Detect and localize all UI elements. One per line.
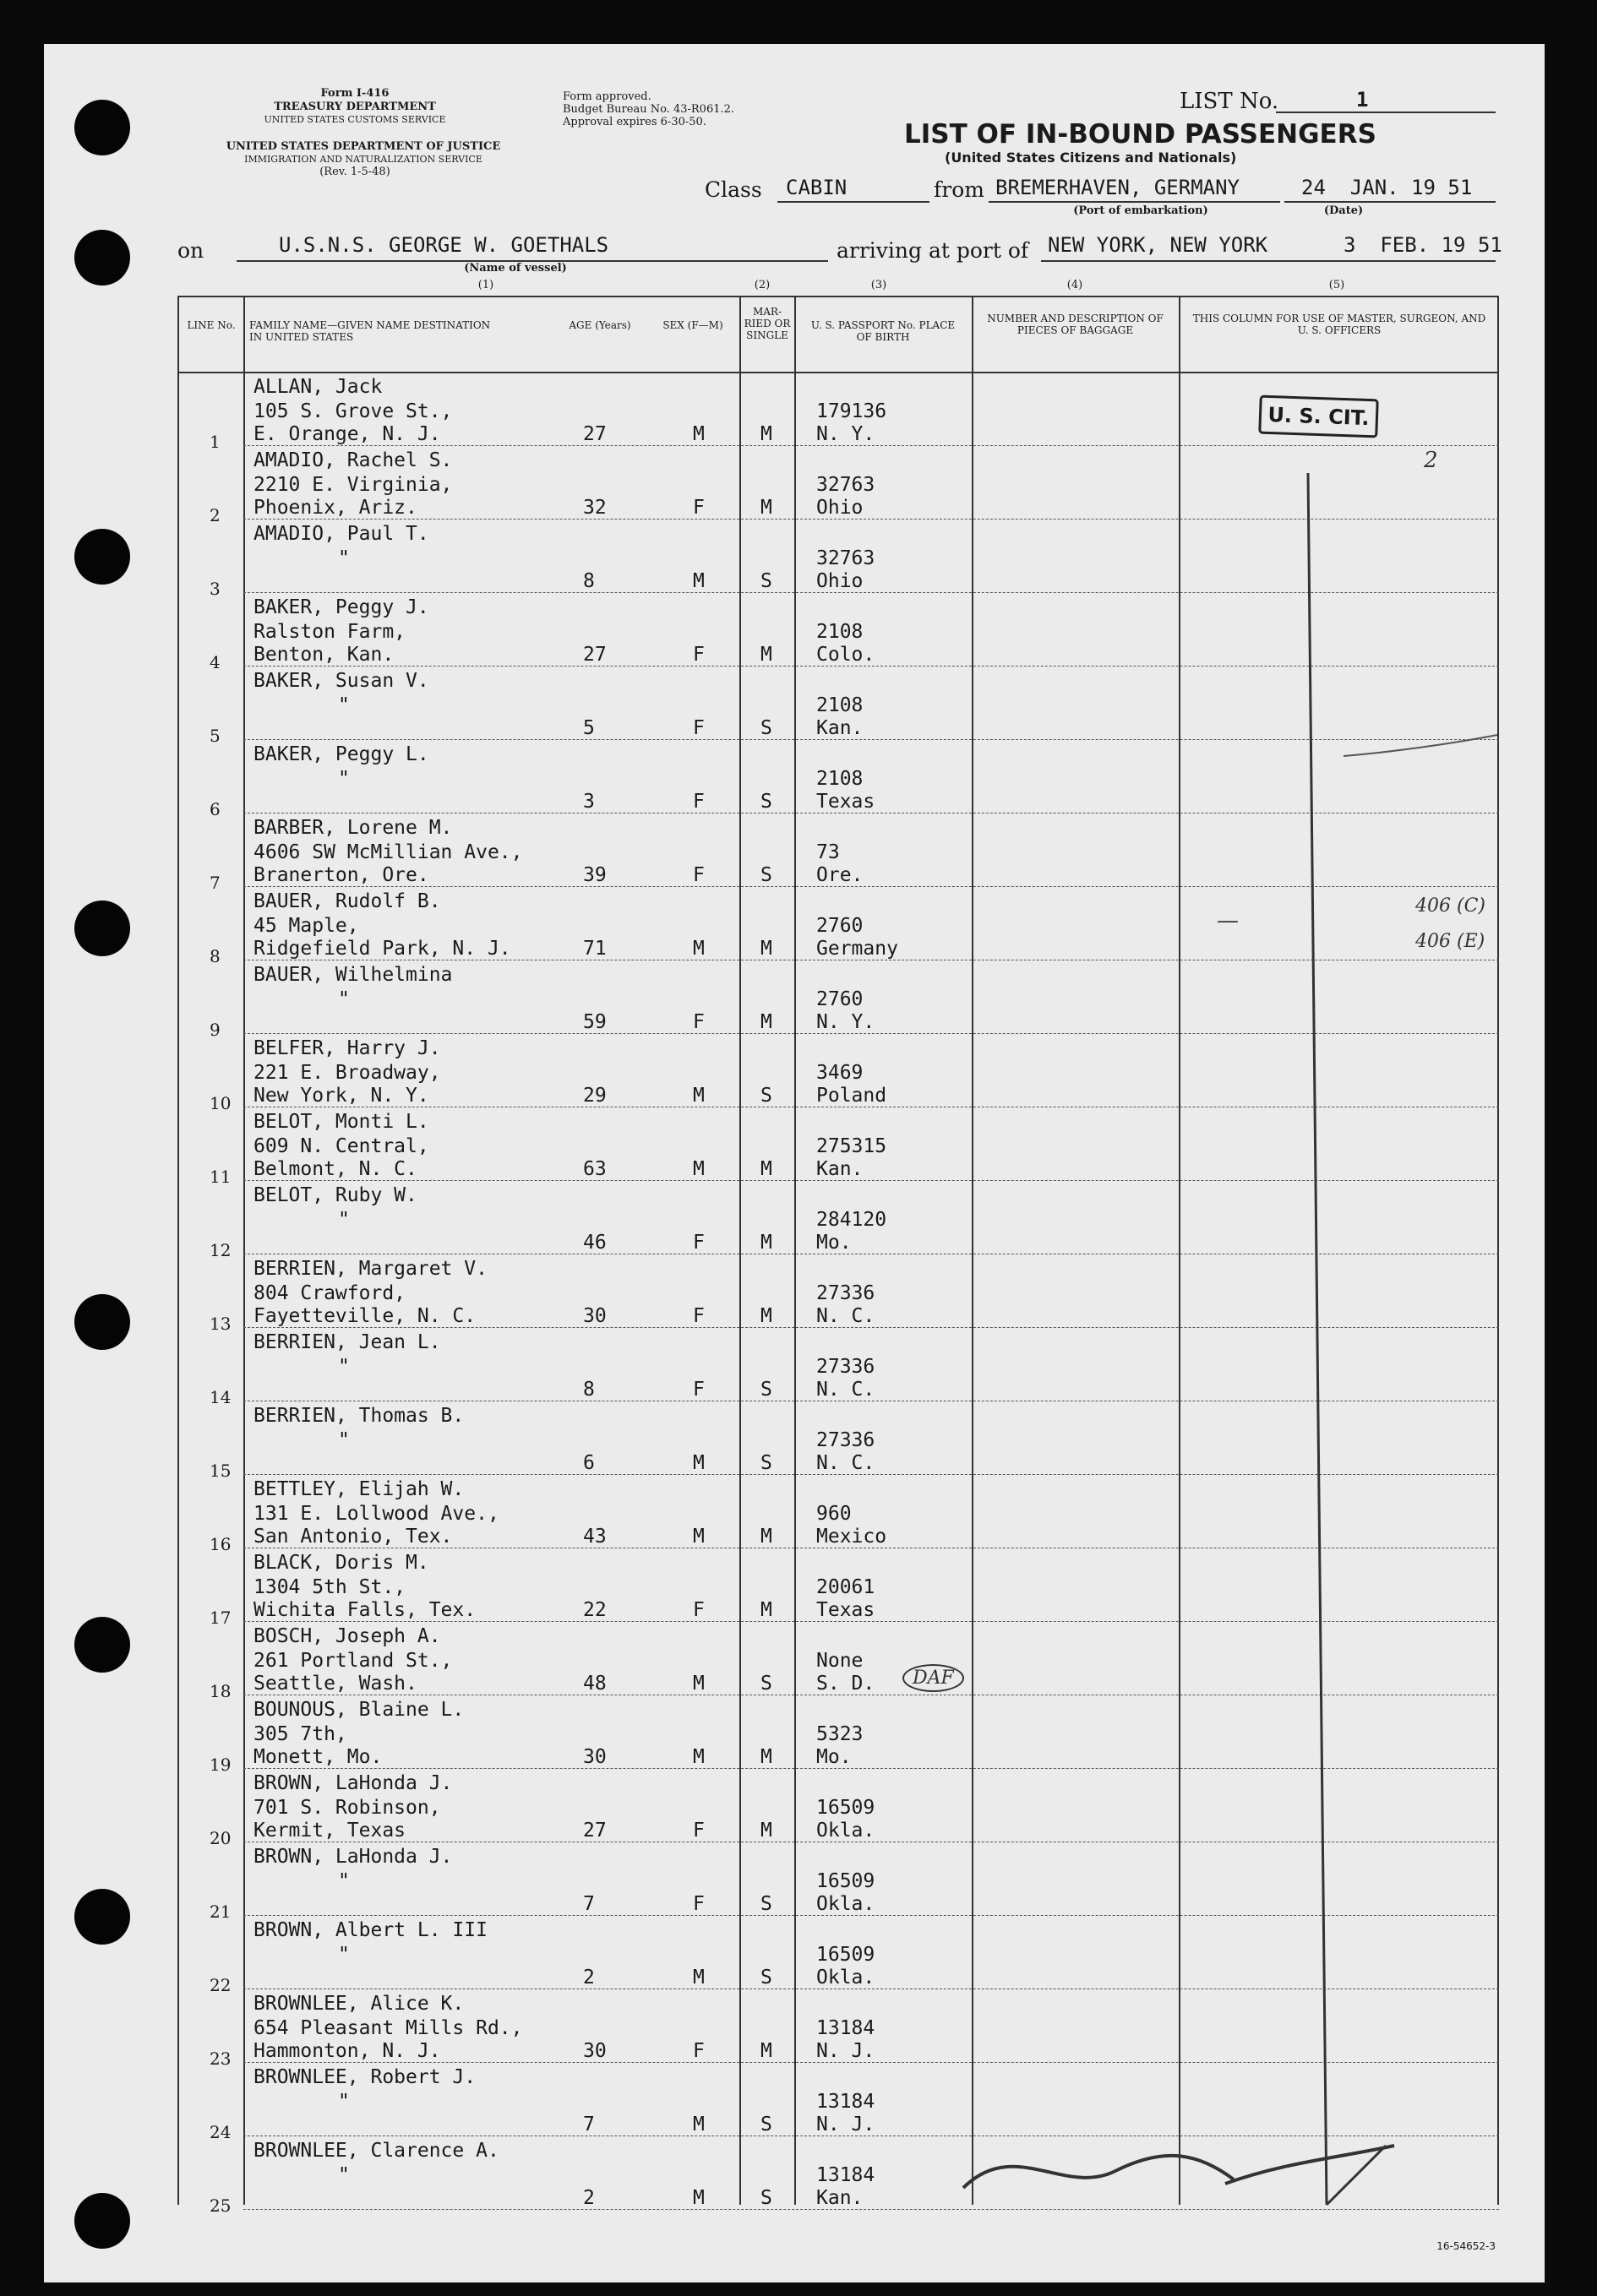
place-of-birth: Poland [816,1085,887,1107]
sex-value: F [693,1893,705,1915]
address-line-2: E. Orange, N. J. [253,423,441,445]
age-value: 27 [583,644,607,666]
line-number: 4 [210,652,221,672]
passport-number: 284120 [816,1209,887,1231]
marital-status: S [760,570,772,592]
age-value: 8 [583,570,595,592]
sex-value: F [693,717,705,739]
marital-status: M [760,1232,772,1254]
class-value: CABIN [786,176,848,199]
address-line-1: " [338,1870,350,1892]
marital-status: S [760,791,772,813]
passenger-name: BELFER, Harry J. [253,1037,441,1059]
age-value: 32 [583,497,607,519]
address-line-1: " [338,547,350,569]
passenger-name: BAKER, Susan V. [253,670,429,692]
line-number: 21 [210,1902,232,1922]
passport-number: 275315 [816,1135,887,1157]
passenger-name: BROWNLEE, Robert J. [253,2066,477,2088]
passport-number: 179136 [816,400,887,422]
place-of-birth: N. C. [816,1452,875,1474]
sex-value: F [693,1232,705,1254]
sex-value: F [693,791,705,813]
passenger-name: BELOT, Ruby W. [253,1184,417,1206]
place-of-birth: Texas [816,1599,875,1621]
line-number: 16 [210,1534,232,1554]
address-line-2: Phoenix, Ariz. [253,497,417,519]
form-code: 16-54652-3 [1436,2240,1496,2252]
passport-number: 3469 [816,1062,864,1084]
passport-number: 13184 [816,2017,875,2039]
place-of-birth: Okla. [816,1820,875,1842]
marital-status: M [760,644,772,666]
place-of-birth: N. Y. [816,423,875,445]
passenger-name: BOSCH, Joseph A. [253,1625,441,1647]
address-line-1: " [338,988,350,1010]
header-officers: THIS COLUMN FOR USE OF MASTER, SURGEON, AND U. S. OFFICERS [1192,313,1486,336]
budget-bureau: Budget Bureau No. 43-R061.2. [563,103,735,116]
passenger-name: BROWNLEE, Clarence A. [253,2140,499,2162]
line-number: 18 [210,1681,232,1701]
age-value: 30 [583,2040,607,2062]
passenger-name: BLACK, Doris M. [253,1552,429,1574]
form-number: Form I-416 [320,87,390,100]
us-citizen-stamp: U. S. CIT. [1258,395,1379,438]
list-no-label: LIST No. [1180,89,1279,114]
line-number: 5 [210,726,221,746]
passenger-name: ALLAN, Jack [253,376,383,398]
passport-number: 13184 [816,2164,875,2186]
marital-status: S [760,717,772,739]
passenger-name: BARBER, Lorene M. [253,817,453,839]
address-line-1: 609 N. Central, [253,1135,429,1157]
age-value: 22 [583,1599,607,1621]
sex-value: M [693,423,705,445]
col-number-3: (3) [870,279,887,291]
line-number: 24 [210,2122,232,2142]
passenger-name: BROWN, Albert L. III [253,1919,488,1941]
page-title: LIST OF IN-BOUND PASSENGERS [904,119,1376,150]
place-of-birth: Ohio [816,497,864,519]
address-line-1: 4606 SW McMillian Ave., [253,841,523,863]
marital-status: S [760,1673,772,1695]
passenger-name: BROWN, LaHonda J. [253,1772,453,1794]
port-of-embarkation: BREMERHAVEN, GERMANY [995,176,1240,199]
address-line-1: " [338,2091,350,2113]
place-of-birth: Okla. [816,1967,875,1989]
passenger-name: BETTLEY, Elijah W. [253,1478,465,1500]
sex-value: F [693,497,705,519]
sex-value: M [693,1746,705,1768]
place-of-birth: Kan. [816,2187,864,2209]
passenger-name: BELOT, Monti L. [253,1111,429,1133]
line-number: 1 [210,432,221,452]
line-number: 22 [210,1975,232,1995]
passport-number: 27336 [816,1282,875,1304]
age-value: 5 [583,717,595,739]
age-value: 39 [583,864,607,886]
address-line-2: Ridgefield Park, N. J. [253,938,511,960]
address-line-2: Fayetteville, N. C. [253,1305,477,1327]
address-line-1: 2210 E. Virginia, [253,474,453,496]
address-line-1: 305 7th, [253,1723,347,1745]
line-number: 3 [210,579,221,599]
address-line-2: Benton, Kan. [253,644,395,666]
revision: (Rev. 1-5-48) [319,166,390,178]
approval-expires: Approval expires 6-30-50. [563,116,706,128]
col-number-1: (1) [477,279,494,291]
address-line-1: " [338,1209,350,1231]
arrival-date: 3 FEB. 19 51 [1344,233,1502,257]
passenger-name: BROWN, LaHonda J. [253,1846,453,1868]
header-married: MAR-RIED OR SINGLE [744,306,791,341]
form-approved: Form approved. [563,90,651,103]
place-of-birth: Okla. [816,1893,875,1915]
ins-service: IMMIGRATION AND NATURALIZATION SERVICE [244,154,482,165]
list-no-value: 1 [1356,88,1369,112]
address-line-2: Wichita Falls, Tex. [253,1599,477,1621]
marital-status: M [760,1158,772,1180]
line-number: 25 [210,2195,232,2216]
handwritten-2: 2 [1424,448,1438,473]
address-line-2: San Antonio, Tex. [253,1526,453,1548]
passenger-name: BERRIEN, Jean L. [253,1331,441,1353]
page-subtitle: (United States Citizens and Nationals) [945,150,1237,166]
address-line-2: Seattle, Wash. [253,1673,417,1695]
passenger-name: BROWNLEE, Alice K. [253,1993,465,2015]
handwritten-406c: 406 (C) [1415,895,1485,917]
line-number: 6 [210,799,221,819]
marital-status: M [760,938,772,960]
arriving-label: arriving at port of [837,238,1029,263]
line-number: 20 [210,1828,232,1848]
sex-value: F [693,2040,705,2062]
marital-status: M [760,1599,772,1621]
col-number-2: (2) [754,279,771,291]
passenger-name: BAKER, Peggy L. [253,743,429,765]
age-value: 8 [583,1379,595,1401]
address-line-2: Kermit, Texas [253,1820,406,1842]
address-line-2: Monett, Mo. [253,1746,383,1768]
line-number: 10 [210,1093,232,1113]
passport-number: 2760 [816,988,864,1010]
age-value: 71 [583,938,607,960]
passport-number: 2108 [816,621,864,643]
passport-number: None [816,1650,864,1672]
place-of-birth: N. C. [816,1305,875,1327]
sex-value: M [693,1158,705,1180]
col-number-5: (5) [1328,279,1345,291]
marital-status: M [760,1011,772,1033]
marital-status: S [760,1379,772,1401]
line-number: 15 [210,1461,232,1481]
handwritten-dash: — [1217,908,1239,933]
sex-value: M [693,2114,705,2135]
line-number: 7 [210,873,221,893]
header-sex: SEX (F—M) [662,319,723,331]
marital-status: S [760,864,772,886]
passport-number: 27336 [816,1429,875,1451]
vessel-name: U.S.N.S. GEORGE W. GOETHALS [279,233,609,257]
sex-value: F [693,1305,705,1327]
age-value: 7 [583,2114,595,2135]
passenger-name: AMADIO, Rachel S. [253,449,453,471]
age-value: 43 [583,1526,607,1548]
vessel-caption: (Name of vessel) [464,262,567,275]
passport-number: 2108 [816,694,864,716]
address-line-1: " [338,694,350,716]
passport-number: 32763 [816,547,875,569]
place-of-birth: Texas [816,791,875,813]
passenger-name: BAUER, Wilhelmina [253,964,453,986]
date-caption: (Date) [1323,204,1364,217]
marital-status: S [760,1452,772,1474]
line-number: 19 [210,1755,232,1775]
passport-number: 960 [816,1503,852,1525]
age-value: 59 [583,1011,607,1033]
address-line-1: 261 Portland St., [253,1650,453,1672]
address-line-1: 1304 5th St., [253,1576,406,1598]
line-number: 2 [210,505,221,525]
header-age: AGE (Years) [569,319,631,331]
age-value: 2 [583,1967,595,1989]
header-name: FAMILY NAME—GIVEN NAME DESTINATION IN UNITED STATES [249,319,491,343]
marital-status: M [760,497,772,519]
passport-number: 16509 [816,1870,875,1892]
passport-number: 5323 [816,1723,864,1745]
place-of-birth: Colo. [816,644,875,666]
place-of-birth: N. Y. [816,1011,875,1033]
age-value: 3 [583,791,595,813]
passenger-name: BERRIEN, Thomas B. [253,1405,465,1427]
handwritten-daf: DAF [902,1664,964,1692]
sex-value: M [693,1673,705,1695]
line-number: 8 [210,946,221,966]
place-of-birth: N. C. [816,1379,875,1401]
from-label: from [934,177,984,202]
address-line-1: 131 E. Lollwood Ave., [253,1503,499,1525]
address-line-1: 221 E. Broadway, [253,1062,441,1084]
age-value: 30 [583,1305,607,1327]
address-line-2: Belmont, N. C. [253,1158,417,1180]
line-number: 11 [210,1167,232,1187]
marital-status: S [760,2187,772,2209]
passport-number: 2108 [816,768,864,790]
header-passport: U. S. PASSPORT No. PLACE OF BIRTH [810,319,956,343]
address-line-2: Hammonton, N. J. [253,2040,441,2062]
passport-number: 73 [816,841,840,863]
passport-number: 13184 [816,2091,875,2113]
age-value: 48 [583,1673,607,1695]
marital-status: S [760,1085,772,1107]
address-line-1: " [338,1944,350,1966]
passport-number: 27336 [816,1356,875,1378]
address-line-1: " [338,1429,350,1451]
embarkation-date: 24 JAN. 19 51 [1301,176,1473,199]
sex-value: M [693,1967,705,1989]
place-of-birth: N. J. [816,2040,875,2062]
address-line-1: Ralston Farm, [253,621,406,643]
sex-value: F [693,1820,705,1842]
sex-value: M [693,2187,705,2209]
sex-value: M [693,570,705,592]
passport-number: 2760 [816,915,864,937]
place-of-birth: Germany [816,938,898,960]
passenger-name: BOUNOUS, Blaine L. [253,1699,465,1721]
age-value: 27 [583,1820,607,1842]
marital-status: S [760,1967,772,1989]
sex-value: F [693,644,705,666]
line-number: 17 [210,1608,232,1628]
sex-value: M [693,938,705,960]
place-of-birth: Mo. [816,1746,852,1768]
marital-status: M [760,1746,772,1768]
sex-value: F [693,864,705,886]
sex-value: F [693,1379,705,1401]
sex-value: M [693,1526,705,1548]
place-of-birth: Ore. [816,864,864,886]
passenger-name: AMADIO, Paul T. [253,523,429,545]
address-line-2: New York, N. Y. [253,1085,429,1107]
age-value: 2 [583,2187,595,2209]
address-line-2: Branerton, Ore. [253,864,429,886]
passport-number: 32763 [816,474,875,496]
age-value: 29 [583,1085,607,1107]
line-number: 23 [210,2048,232,2069]
address-line-1: " [338,2164,350,2186]
line-number: 13 [210,1314,232,1334]
handwritten-406e: 406 (E) [1415,931,1485,952]
age-value: 7 [583,1893,595,1915]
col-number-4: (4) [1066,279,1083,291]
port-embark-caption: (Port of embarkation) [1073,204,1208,217]
place-of-birth: S. D. [816,1673,875,1695]
place-of-birth: Mo. [816,1232,852,1254]
passenger-name: BERRIEN, Margaret V. [253,1258,488,1280]
address-line-1: " [338,1356,350,1378]
marital-status: M [760,1526,772,1548]
port-of-arrival: NEW YORK, NEW YORK [1048,233,1268,257]
passport-number: 20061 [816,1576,875,1598]
line-number: 12 [210,1240,232,1260]
sex-value: F [693,1599,705,1621]
age-value: 6 [583,1452,595,1474]
passport-number: 16509 [816,1944,875,1966]
justice-dept: UNITED STATES DEPARTMENT OF JUSTICE [226,140,501,153]
class-label: Class [705,177,762,202]
customs-service: UNITED STATES CUSTOMS SERVICE [264,114,446,125]
passenger-name: BAKER, Peggy J. [253,596,429,618]
marital-status: M [760,2040,772,2062]
place-of-birth: Kan. [816,717,864,739]
sex-value: F [693,1011,705,1033]
sex-value: M [693,1452,705,1474]
line-number: 9 [210,1020,221,1040]
address-line-1: 45 Maple, [253,915,359,937]
header-baggage: NUMBER AND DESCRIPTION OF PIECES OF BAGGAGE [987,313,1164,336]
header-line-no: LINE No. [187,319,236,331]
place-of-birth: Mexico [816,1526,887,1548]
age-value: 27 [583,423,607,445]
marital-status: S [760,1893,772,1915]
marital-status: M [760,1305,772,1327]
passport-number: 16509 [816,1797,875,1819]
place-of-birth: Kan. [816,1158,864,1180]
on-label: on [177,238,204,263]
line-number: 14 [210,1387,232,1407]
treasury-dept: TREASURY DEPARTMENT [274,101,436,113]
sex-value: M [693,1085,705,1107]
age-value: 63 [583,1158,607,1180]
address-line-1: 654 Pleasant Mills Rd., [253,2017,523,2039]
address-line-1: 105 S. Grove St., [253,400,453,422]
marital-status: M [760,1820,772,1842]
place-of-birth: Ohio [816,570,864,592]
address-line-1: 701 S. Robinson, [253,1797,441,1819]
place-of-birth: N. J. [816,2114,875,2135]
marital-status: S [760,2114,772,2135]
age-value: 30 [583,1746,607,1768]
address-line-1: " [338,768,350,790]
address-line-1: 804 Crawford, [253,1282,406,1304]
marital-status: M [760,423,772,445]
age-value: 46 [583,1232,607,1254]
passenger-name: BAUER, Rudolf B. [253,890,441,912]
